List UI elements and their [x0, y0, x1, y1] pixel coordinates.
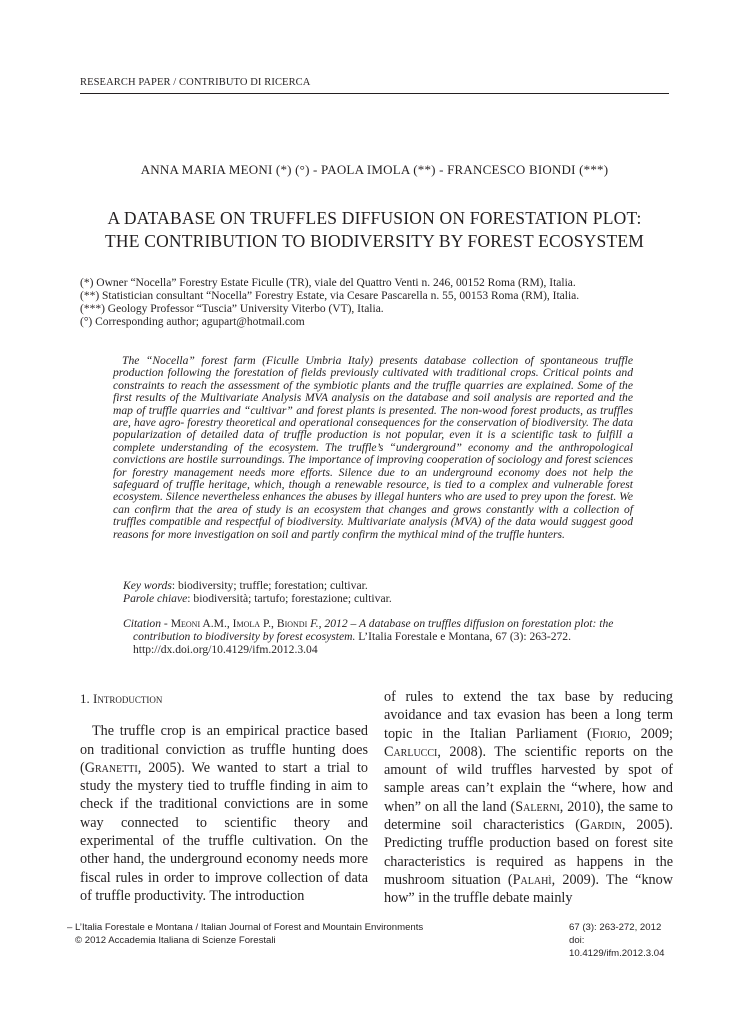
keywords-it	[123, 592, 643, 605]
reference-gardin: Gardin	[579, 817, 622, 834]
header-rule	[80, 93, 669, 94]
paper-title-line-1: A DATABASE ON TRUFFLES DIFFUSION ON FORESTATION PLOT:	[107, 208, 642, 228]
citation-block	[123, 617, 643, 656]
paper-title-line-2: THE CONTRIBUTION TO BIODIVERSITY BY FOREST ECOSYSTEM	[105, 231, 644, 251]
keywords-en-label: Key words	[123, 579, 172, 592]
intro-paragraph	[80, 722, 368, 905]
reference-granetti: Granetti	[84, 759, 138, 776]
footer-journal: – L’Italia Forestale e Montana / Italian Journal of Forest and Mountain Environments	[67, 922, 424, 933]
body-column-left	[80, 690, 368, 905]
section-number: 1.	[80, 691, 93, 706]
footer-doi: doi: 10.4129/ifm.2012.3.04	[569, 935, 665, 959]
keywords-en-value: : biodiversity; truffle; forestation; cultivar.	[171, 579, 368, 592]
abstract: The “Nocella” forest farm (Ficulle Umbria Italy) presents database collection of spontaneous truffle production following the forestation of fields previously cultivated with traditional crops. Critical points and constraints to reach the assessment of the symbiotic plants and the truffle quarries are explained. Some of the first results of the Multivariate Analysis MVA analysis on the database and soil analysis are reported and the map of truffle quarries and “cultivar” and forest plants is presented. The non-wood forest products, as truffles are, have agro- forestry theoretical and operational consequences for the conservation of biodiversity. The data popularization of detailed data of truffle production is not popular, even it is a scientific task to fulfill a complete understanding of the ecosystem. The truffle’s “underground” economy and the anthropological convictions are hostile surroundings. The importance of improving cooperation of sociology and forest sciences for forestry management needs more efforts. Silence due to an underground economy does not help the safeguard of truffle heritage, which, though a renewable resource, is tied to a complex and vulnerable forest ecosystem. Silence nevertheless enhances the abuses by illegal hunters who are used to prey upon the forest. We can confirm that the area of study is an ecosystem that changes and grows constantly with a collection of truffles compatible and respectful of biodiversity. Multivariate analysis (MVA) of the data would suggest good reasons for more investigation on soil and partly confirm the mythical mind of the truffle hunters.	[113, 354, 633, 541]
keywords-en	[123, 579, 643, 592]
reference-palahi: Palahì	[512, 871, 552, 888]
citation-doi-link[interactable]: http://dx.doi.org/10.4129/ifm.2012.3.04	[133, 643, 318, 656]
footer-row-1	[67, 921, 677, 934]
keywords-block	[123, 579, 643, 605]
body-column-right	[384, 688, 673, 908]
section-title: Introduction	[93, 691, 163, 706]
col2-text-6: , 2009). The “know how” in the truffle debate mainly	[384, 871, 673, 907]
keywords-it-value: : biodiversità; tartufo; forestazione; cultivar.	[187, 592, 392, 605]
citation-author-1-rest: A.M.,	[200, 617, 233, 630]
intro-text-1: The truffle crop is an empirical practice based on traditional conviction as truffle hunting does (	[80, 723, 368, 776]
citation-author-3-rest: F., 2012 –	[307, 617, 360, 630]
reference-salerni: Salerni	[515, 798, 560, 815]
affiliation-3: (***) Geology Professor “Tuscia” University Viterbo (VT), Italia.	[80, 303, 384, 315]
citation-sep: -	[161, 617, 171, 630]
page-footer	[67, 921, 677, 960]
corresponding-author: (°) Corresponding author; agupart@hotmail.com	[80, 316, 305, 328]
reference-fiorio: Fiorio	[591, 725, 628, 742]
running-header: RESEARCH PAPER / CONTRIBUTO DI RICERCA	[80, 77, 311, 88]
citation-author-3: Biondi	[276, 617, 308, 630]
col2-text-1: of rules to extend the tax base by reducing avoidance and tax evasion has been a long term topic in the Italian Parliament (	[384, 689, 673, 742]
footer-copyright: © 2012 Accademia Italiana di Scienze Forestali	[75, 935, 276, 946]
keywords-it-label: Parole chiave	[123, 592, 188, 605]
citation-label: Citation	[123, 617, 162, 630]
citation-author-1: Meoni	[170, 617, 201, 630]
affiliation-2: (**) Statistician consultant “Nocella” Forestry Estate, via Cesare Pascarella n. 55, 00153 Roma (RM), Italia.	[80, 290, 580, 302]
col2-text-4: , 2010), the same to determine soil characteristics (	[384, 798, 673, 834]
citation-journal: L’Italia Forestale e Montana, 67 (3): 263-272.	[355, 630, 572, 643]
footer-row-2	[67, 934, 677, 960]
col2-text-5: , 2005). Predicting truffle production based on forest site characteristics is required as happens in the mushroom situation (	[384, 817, 673, 888]
col2-text-3: , 2008). The scientific reports on the amount of wild truffles harvested by spot of sample areas can’t explain the “where, how and when” on all the land (	[384, 743, 673, 815]
col2-text-2: , 2009;	[627, 725, 673, 742]
affiliation-1: (*) Owner “Nocella” Forestry Estate Ficulle (TR), viale del Quattro Venti n. 246, 00152 Roma (RM), Italia.	[80, 277, 576, 289]
section-heading	[80, 690, 368, 708]
citation-author-2: Imola	[232, 617, 261, 630]
paper-title	[80, 207, 669, 253]
footer-volume: 67 (3): 263-272, 2012	[569, 922, 662, 933]
authors-line: ANNA MARIA MEONI (*) (°) - PAOLA IMOLA (**) - FRANCESCO BIONDI (***)	[140, 162, 609, 177]
citation-title: A database on truffles diffusion on forestation plot: the contribution to biodiversity by forest ecosystem.	[133, 617, 614, 643]
intro-paragraph-continued	[384, 688, 673, 908]
reference-carlucci: Carlucci	[384, 743, 438, 760]
affiliations	[80, 277, 680, 329]
citation-author-2-rest: P.,	[260, 617, 277, 630]
intro-text-2: , 2005). We wanted to start a trial to study the mystery tied to truffle finding in aim to check if the traditional convictions are in some way connected to scientific theory and experimental of the truffle cultivation. On the other hand, the underground economy needs more fiscal rules in order to improve collection of data of truffle productivity. The introduction	[80, 759, 368, 904]
